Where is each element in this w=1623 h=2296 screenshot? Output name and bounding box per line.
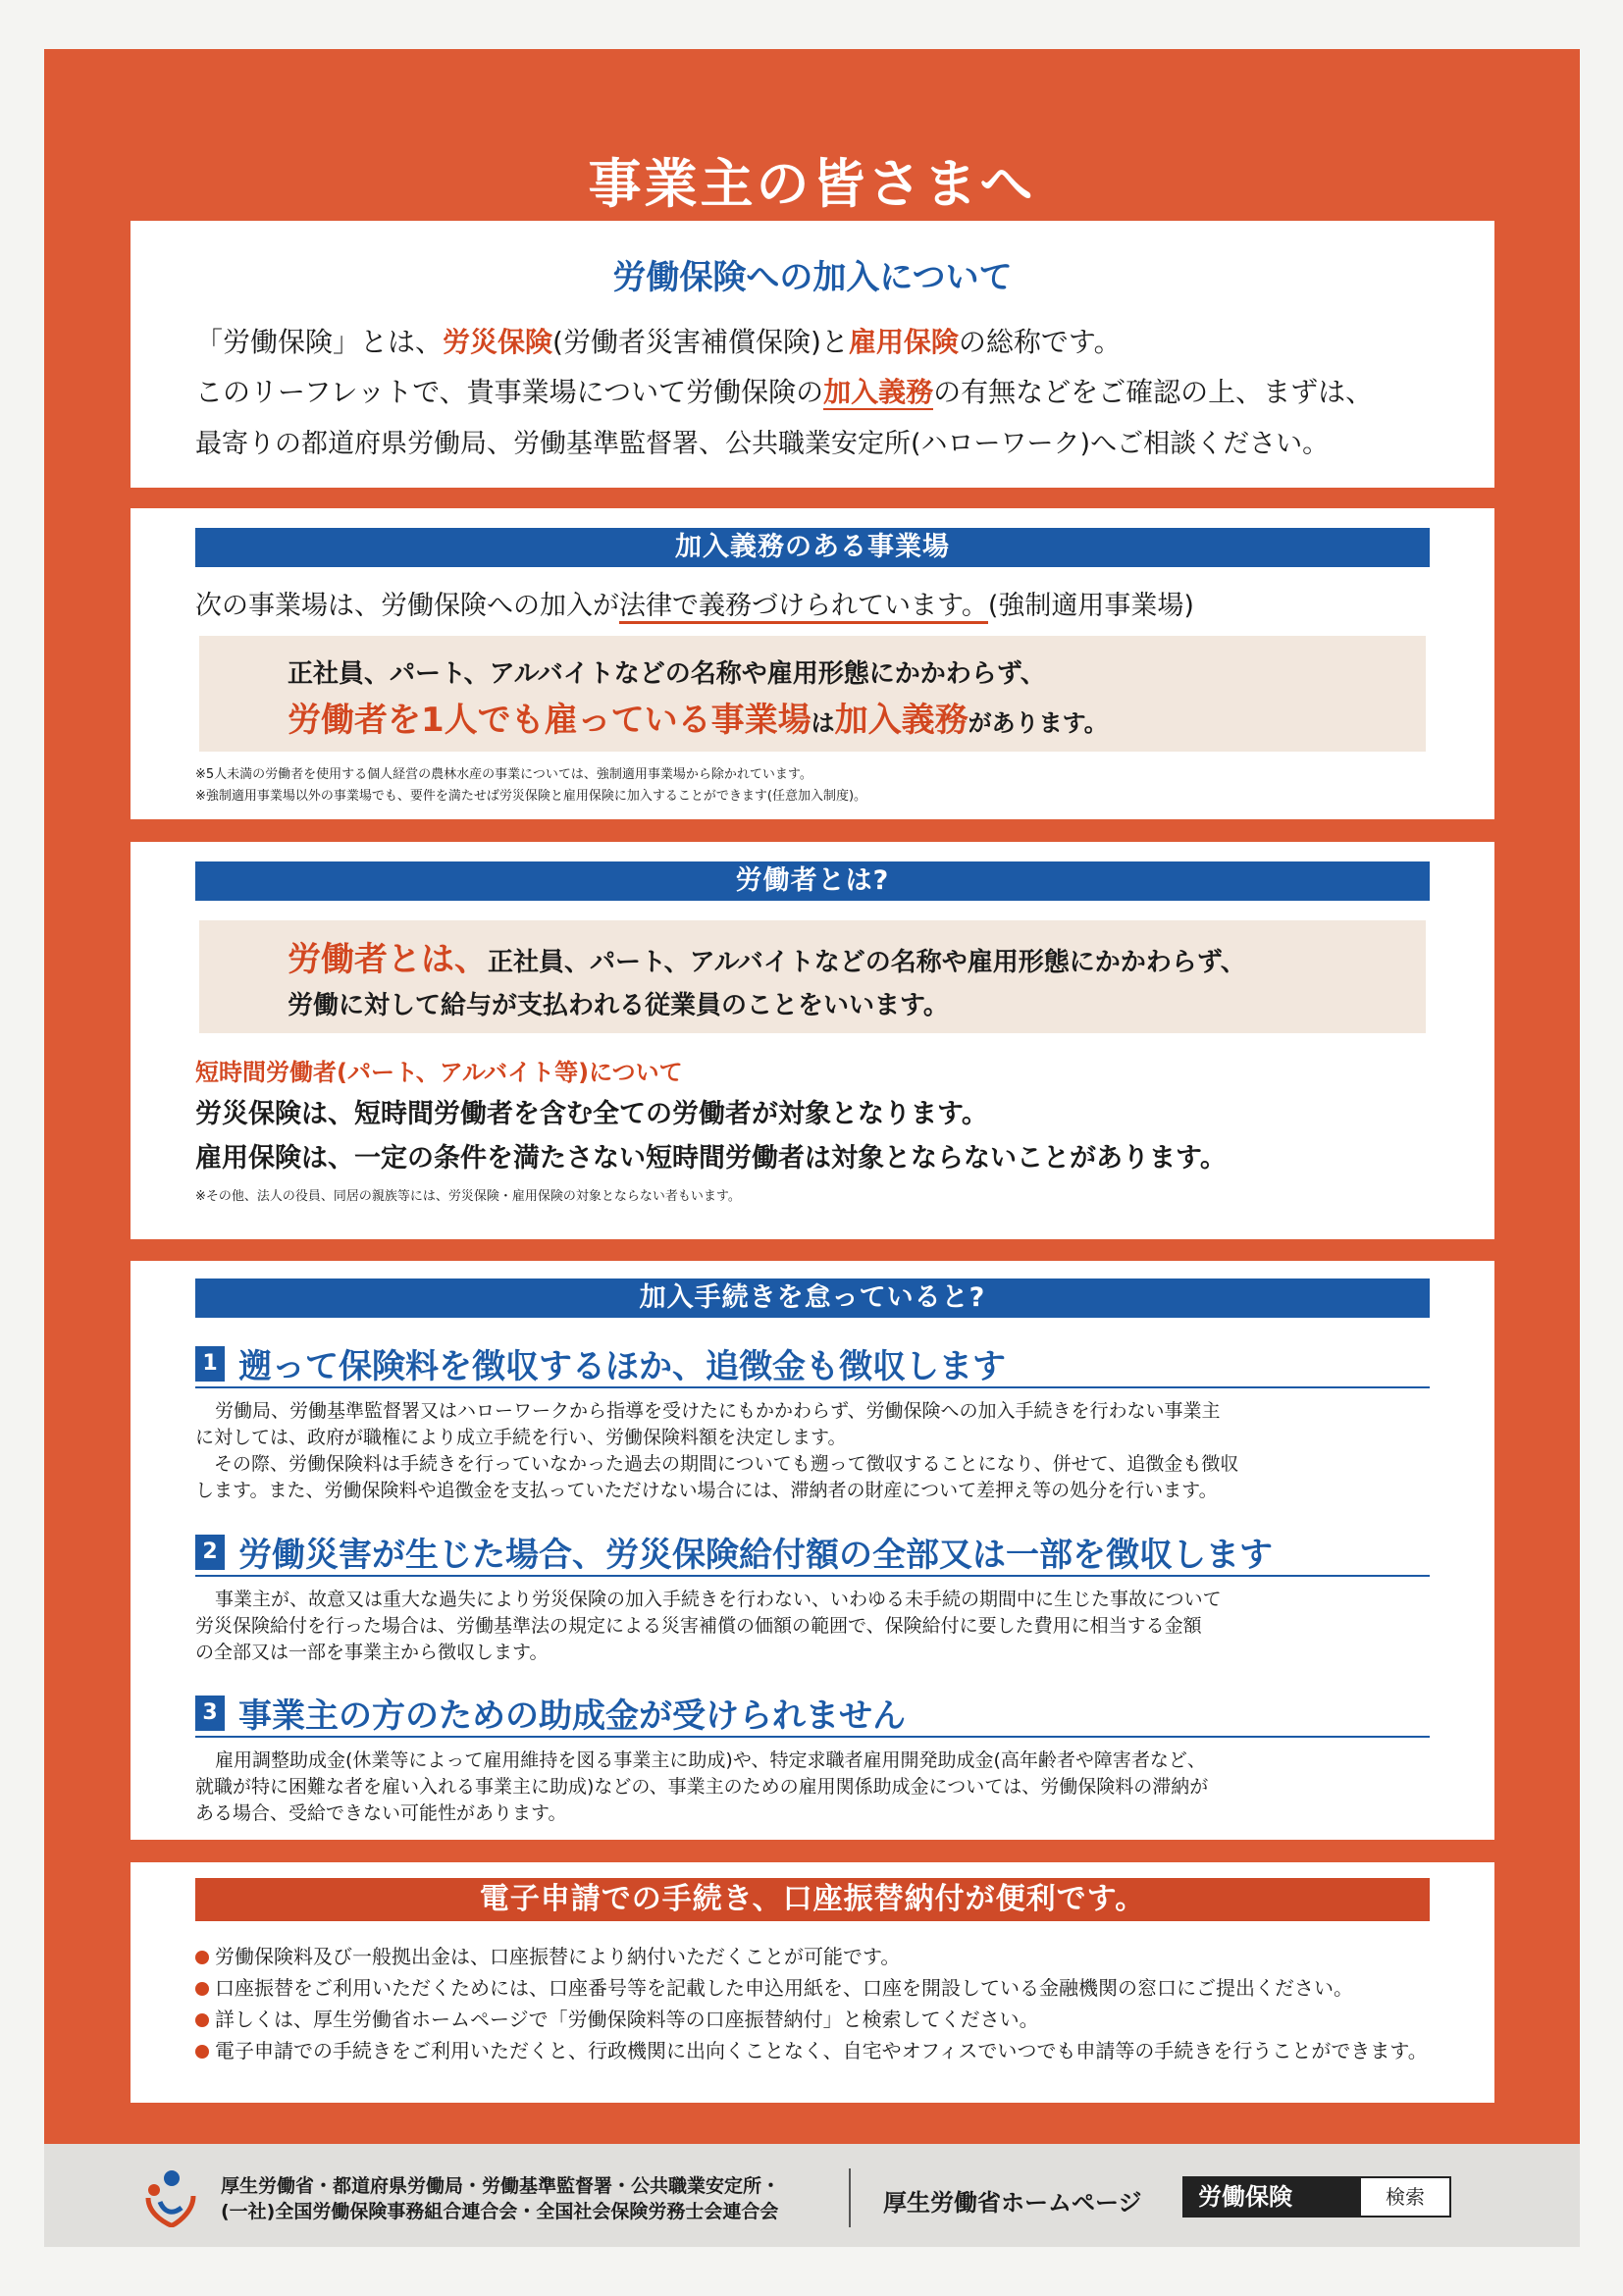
intro-line-2 xyxy=(195,371,1373,410)
consequence-2-heading xyxy=(195,1528,1430,1577)
text: があります。 xyxy=(968,709,1108,737)
neglect-bar: 加入手続きを怠っていると? xyxy=(195,1278,1430,1318)
worker-note: ※その他、法人の役員、同居の親族等には、労災保険・雇用保険の対象とならない者もいます。 xyxy=(195,1189,741,1204)
electronic-card xyxy=(131,1862,1494,2103)
text-line: に対しては、政府が職権により成立手続を行い、労働保険料額を決定します。 xyxy=(195,1427,847,1448)
bullet-dot-icon xyxy=(195,1951,209,1964)
worker-bar: 労働者とは? xyxy=(195,861,1430,901)
text-line: 雇用調整助成金(休業等によって雇用維持を図る事業主に助成)や、特定求職者雇用開発助成金(高年齢者や障害者など、 xyxy=(215,1749,1206,1771)
neglect-card xyxy=(131,1261,1494,1840)
intro-heading: 労働保険への加入について xyxy=(612,258,1013,297)
search-box[interactable] xyxy=(1182,2176,1451,2218)
consequence-1-text xyxy=(195,1398,1430,1504)
text: このリーフレットで、貴事業場について労働保険の xyxy=(195,376,824,408)
text: 労働保険料及び一般拠出金は、口座振替により納付いただくことが可能です。 xyxy=(215,1945,901,1968)
number-badge: 2 xyxy=(195,1535,225,1570)
page-title: 事業主の皆さまへ xyxy=(588,153,1036,215)
leaflet xyxy=(44,49,1580,2247)
text: 口座振替をご利用いただくためには、口座番号等を記載した申込用紙を、口座を開設している金融機関の窓口にご提出ください。 xyxy=(215,1976,1353,2000)
obligation-note-2: ※強制適用事業場以外の事業場でも、要件を満たせば労災保険と雇用保険に加入することができます(任意加入制度)。 xyxy=(195,789,867,804)
heading-text: 事業主の方のための助成金が受けられません xyxy=(238,1696,906,1736)
text: の有無などをご確認の上、まずは、 xyxy=(933,376,1374,408)
rousai-highlight: 労災保険 xyxy=(443,326,553,358)
obligation-bar: 加入義務のある事業場 xyxy=(195,528,1430,567)
worker-box-line-1 xyxy=(288,932,1246,980)
obligation-card xyxy=(131,508,1494,819)
organizations xyxy=(221,2173,780,2224)
text: は xyxy=(811,709,835,737)
consequence-2-text xyxy=(195,1587,1430,1666)
worker-line-1: 労災保険は、短時間労働者を含む全ての労働者が対象となります。 xyxy=(195,1099,988,1129)
legal-obligation: 法律で義務づけられています。 xyxy=(619,591,988,624)
text-line: その際、労働保険料は手続きを行っていなかった過去の期間についても遡って徴収することになり、併せて、追徴金も徴収 xyxy=(195,1453,1239,1475)
bullet-dot-icon xyxy=(195,2013,209,2027)
number-badge: 3 xyxy=(195,1696,225,1731)
emphasis: 労働者とは、 xyxy=(288,940,488,979)
intro-line-1 xyxy=(195,321,1122,360)
text: (労働者災害補償保険)と xyxy=(552,326,849,358)
text: 次の事業場は、労働保険への加入が xyxy=(195,591,619,621)
worker-box xyxy=(199,920,1426,1033)
homepage-label: 厚生労働省ホームページ xyxy=(883,2189,1142,2217)
consequence-3-text xyxy=(195,1748,1430,1827)
text-line: 事業主が、故意又は重大な過失により労災保険の加入手続きを行わない、いわゆる未手続の期間中に生じた事故について xyxy=(215,1589,1222,1610)
text: 電子申請での手続きをご利用いただくと、行政機関に出向くことなく、自宅やオフィスでいつでも申請等の手続きを行うことができます。 xyxy=(215,2039,1428,2062)
search-term[interactable]: 労働保険 xyxy=(1184,2178,1361,2216)
text-line: の全部又は一部を事業主から徴収します。 xyxy=(195,1642,549,1663)
text-line: ある場合、受給できない可能性があります。 xyxy=(195,1802,567,1824)
consequence-1-heading xyxy=(195,1339,1430,1388)
text: 「労働保険」とは、 xyxy=(195,326,444,358)
text-line: 労働局、労働基準監督署又はハローワークから指導を受けたにもかかわらず、労働保険への加入手続きを行わない事業主 xyxy=(215,1400,1221,1422)
footer xyxy=(44,2144,1580,2247)
intro-line-3: 最寄りの都道府県労働局、労働基準監督署、公共職業安定所(ハローワーク)へご相談ください。 xyxy=(195,429,1330,459)
text-line: 就職が特に困難な者を雇い入れる事業主に助成)などの、事業主のための雇用関係助成金については、労働保険料の滞納が xyxy=(195,1776,1209,1798)
divider xyxy=(849,2168,851,2227)
electronic-item xyxy=(195,1972,1353,2001)
worker-box-line-2: 労働に対して給与が支払われる従業員のことをいいます。 xyxy=(288,991,949,1020)
intro-card xyxy=(131,221,1494,488)
bullet-dot-icon xyxy=(195,2045,209,2059)
obligation-box xyxy=(199,636,1426,752)
obligation-box-line-2 xyxy=(288,693,1108,741)
obligation-highlight: 加入義務 xyxy=(823,376,934,408)
electronic-bar: 電子申請での手続き、口座振替納付が便利です。 xyxy=(195,1878,1430,1921)
emphasis: 加入義務 xyxy=(834,701,969,740)
worker-line-2: 雇用保険は、一定の条件を満たさない短時間労働者は対象とならないことがあります。 xyxy=(195,1143,1227,1174)
text: 正社員、パート、アルバイトなどの名称や雇用形態にかかわらず、 xyxy=(488,948,1246,977)
text-line: 労災保険給付を行った場合は、労働基準法の規定による災害補償の価額の範囲で、保険給付に要した費用に相当する金額 xyxy=(195,1615,1202,1637)
heading-text: 労働災害が生じた場合、労災保険給付額の全部又は一部を徴収します xyxy=(238,1536,1273,1575)
obligation-line xyxy=(195,584,1194,622)
electronic-item xyxy=(195,2035,1428,2063)
search-button[interactable]: 検索 xyxy=(1386,2185,1425,2209)
electronic-item xyxy=(195,1941,900,1969)
worker-card xyxy=(131,842,1494,1239)
obligation-note-1: ※5人未満の労働者を使用する個人経営の農林水産の事業については、強制適用事業場から除かれています。 xyxy=(195,767,812,782)
obligation-box-line-1: 正社員、パート、アルバイトなどの名称や雇用形態にかかわらず、 xyxy=(288,659,1046,689)
number-badge: 1 xyxy=(195,1346,225,1382)
bullet-dot-icon xyxy=(195,1982,209,1996)
org-line: (一社)全国労働保険事務組合連合会・全国社会保険労務士会連合会 xyxy=(221,2201,779,2222)
part-time-heading: 短時間労働者(パート、アルバイト等)について xyxy=(195,1059,683,1086)
text-line: します。また、労働保険料や追徴金を支払っていただけない場合には、滞納者の財産について差押え等の処分を行います。 xyxy=(195,1480,1218,1501)
consequence-3-heading xyxy=(195,1689,1430,1738)
mhlw-logo-icon xyxy=(142,2168,197,2227)
koyou-highlight: 雇用保険 xyxy=(848,326,959,358)
emphasis: 労働者を1人でも雇っている事業場 xyxy=(288,701,812,740)
text: 詳しくは、厚生労働省ホームページで「労働保険料等の口座振替納付」と検索してください。 xyxy=(215,2008,1039,2031)
org-line: 厚生労働省・都道府県労働局・労働基準監督署・公共職業安定所・ xyxy=(221,2175,781,2197)
text: の総称です。 xyxy=(958,326,1122,358)
heading-text: 遡って保険料を徴収するほか、追徴金も徴収します xyxy=(238,1347,1006,1386)
electronic-item xyxy=(195,2004,1039,2032)
text: (強制適用事業場) xyxy=(987,591,1194,621)
